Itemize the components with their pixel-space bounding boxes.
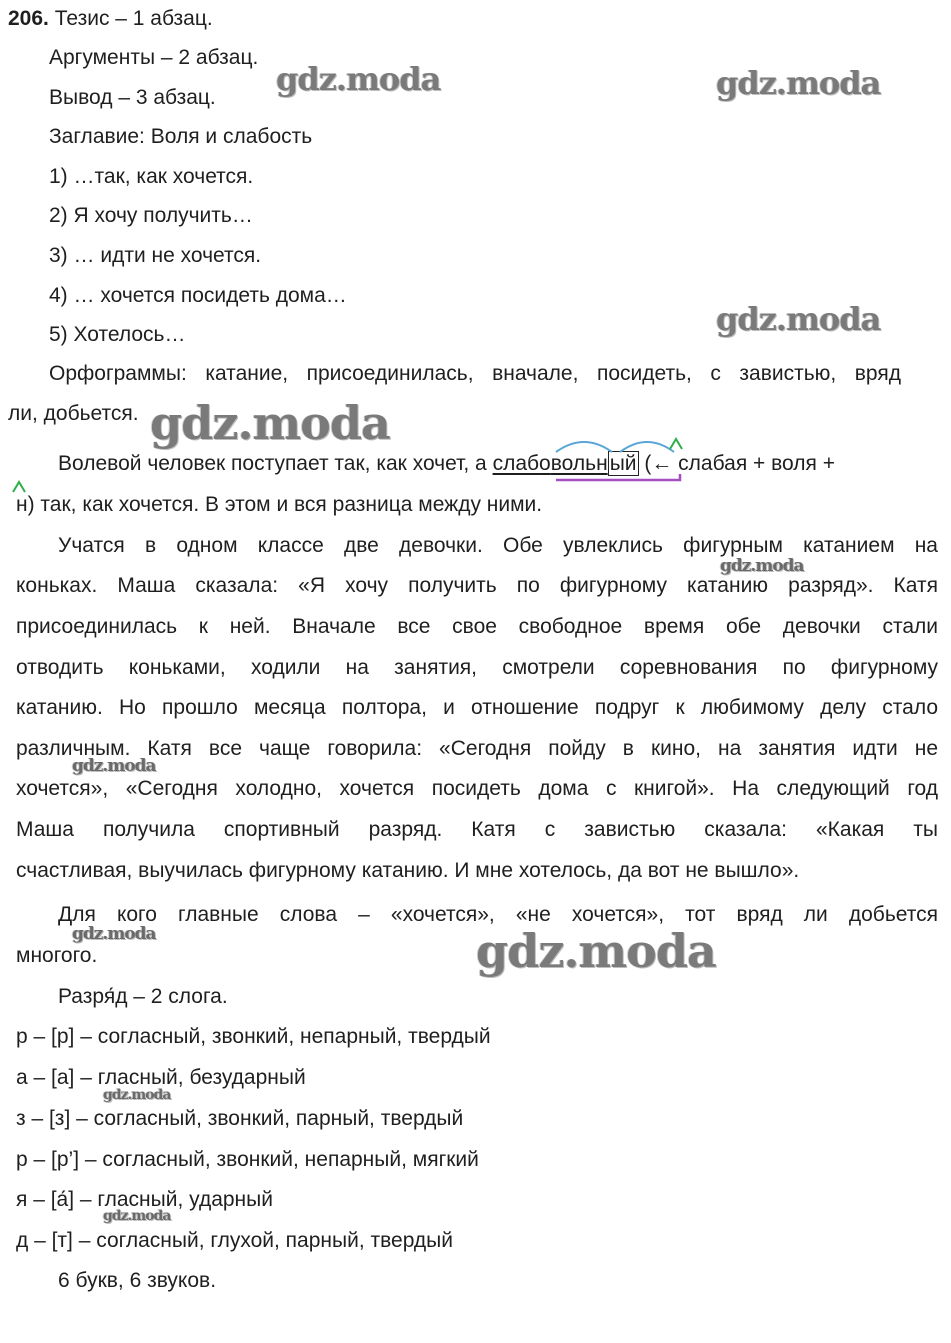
essay-line-8: счастливая, выучилась фигурному катанию. И мне хотелось, да вот не вышло».	[16, 859, 800, 882]
orthograms-line-2: ли, добьется.	[8, 402, 139, 425]
stem-line	[556, 474, 680, 480]
word-suffix: н	[596, 452, 608, 475]
word-root-2: воль	[550, 452, 597, 475]
suffix-mark	[670, 439, 682, 449]
phonetic-row-3: р – [р’] – согласный, звонкий, непарный, мягкий	[16, 1148, 479, 1171]
watermark-logo: gdz.moda	[276, 60, 441, 98]
plan-item-0: Тезис – 1 абзац.	[54, 7, 213, 30]
watermark-logo: gdz.moda	[150, 396, 390, 450]
essay-line-7: Маша получила спортивный разряд. Катя с завистью сказала: «Какая ты	[16, 818, 938, 841]
watermark-logo: gdz.moda	[716, 64, 881, 102]
essay-line-4: катанию. Но прошло месяца полтора, и отношение подруг к любимому делу стало	[16, 696, 938, 719]
watermark-logo: gdz.moda	[476, 924, 716, 978]
analysis-text-end: (← слабая + воля +	[638, 452, 836, 475]
phonetic-row-0: р – [р] – согласный, звонкий, непарный, твердый	[16, 1025, 491, 1048]
essay-line-3: отводить коньками, ходили на занятия, смотрели соревнования по фигурному	[16, 656, 938, 679]
word-link-vowel: о	[539, 452, 551, 475]
essay-line-2: присоединилась к ней. Вначале все свое свободное время обе девочки стали	[16, 615, 938, 638]
plan-item-6: 3) … идти не хочется.	[49, 244, 262, 267]
watermark-logo: gdz.moda	[103, 1208, 171, 1224]
task-number: 206.	[8, 7, 49, 30]
word-root-1: слаб	[492, 452, 540, 475]
plan-item-4: 1) …так, как хочется.	[49, 165, 254, 188]
watermark-logo: gdz.moda	[720, 556, 804, 576]
phonetic-summary: 6 букв, 6 звуков.	[58, 1269, 217, 1292]
watermark-logo: gdz.moda	[72, 756, 156, 776]
essay-line-1: коньках. Маша сказала: «Я хочу получить по фигурному катанию разряд». Катя	[16, 574, 938, 597]
plan-item-7: 4) … хочется посидеть дома…	[49, 284, 347, 307]
analysis-line-2: н) так, как хочется. В этом и вся разница между ними.	[16, 493, 543, 516]
plan-item-3: Заглавие: Воля и слабость	[49, 125, 313, 148]
phonetic-row-2: з – [з] – согласный, звонкий, парный, твердый	[16, 1107, 464, 1130]
phonetic-row-5: д – [т] – согласный, глухой, парный, твердый	[16, 1229, 453, 1252]
plan-item-8: 5) Хотелось…	[49, 323, 186, 346]
plan-item-1: Аргументы – 2 абзац.	[49, 46, 259, 69]
phonetic-row-1: а – [а] – гласный, безударный	[16, 1066, 306, 1089]
suffix-mark-2	[13, 482, 25, 492]
conclusion-line-2: многого.	[16, 944, 98, 967]
plan-item-2: Вывод – 3 абзац.	[49, 86, 216, 109]
essay-line-5: различным. Катя все чаще говорила: «Сегодня пойду в кино, на занятия идти не	[16, 737, 938, 760]
root-arc-1	[556, 442, 612, 452]
phonetic-header: Разря́д – 2 слога.	[58, 985, 228, 1008]
orthograms-line-1: Орфограммы: катание, присоединилась, вначале, посидеть, с завистью, вряд	[49, 362, 901, 385]
phonetic-row-4: я – [а́] – гласный, ударный	[16, 1188, 273, 1211]
root-arc-2	[620, 442, 674, 452]
watermark-logo: gdz.moda	[72, 924, 156, 944]
conclusion-line-1: Для кого главные слова – «хочется», «не хочется», тот вряд ли добьется	[58, 903, 938, 926]
essay-line-6: хочется», «Сегодня холодно, хочется посидеть дома с книгой». На следующий год	[16, 777, 938, 800]
plan-item-5: 2) Я хочу получить…	[49, 204, 253, 227]
analysis-text-start: Волевой человек поступает так, как хочет, а	[58, 452, 493, 475]
watermark-logo: gdz.moda	[103, 1087, 171, 1103]
essay-line-0: Учатся в одном классе две девочки. Обе увлеклись фигурным катанием на	[58, 534, 938, 557]
word-ending: ый	[609, 452, 637, 475]
watermark-logo: gdz.moda	[716, 300, 881, 338]
